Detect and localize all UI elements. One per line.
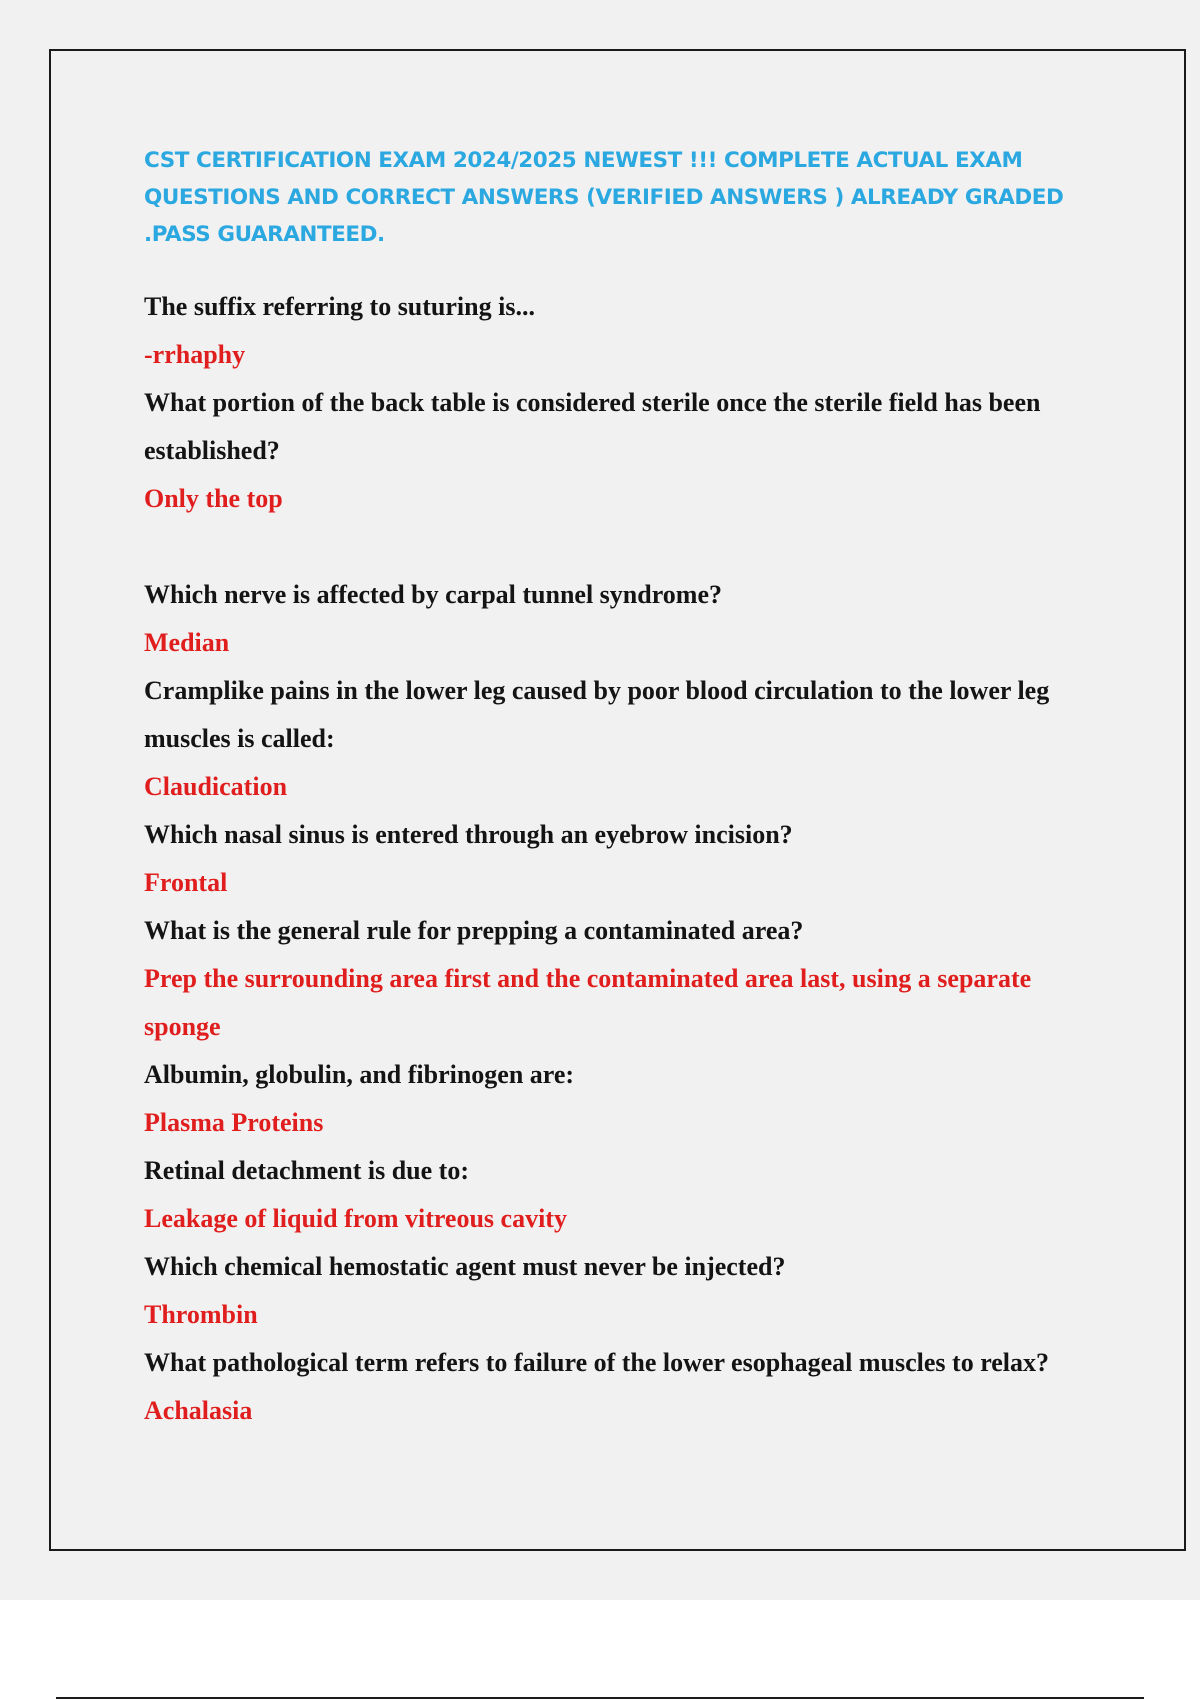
question-1: The suffix referring to suturing is... bbox=[144, 292, 535, 321]
question-4: Cramplike pains in the lower leg caused by poor blood circulation to the lower leg muscles is called: bbox=[144, 676, 1050, 753]
blank-line bbox=[144, 523, 1104, 571]
answer-9: Thrombin bbox=[144, 1300, 258, 1329]
answer-7: Plasma Proteins bbox=[144, 1108, 324, 1137]
answer-4: Claudication bbox=[144, 772, 288, 801]
footer-divider bbox=[56, 1697, 1144, 1699]
answer-3: Median bbox=[144, 628, 230, 657]
question-10: What pathological term refers to failure of the lower esophageal muscles to relax? bbox=[144, 1348, 1050, 1377]
question-answer-list bbox=[144, 283, 1104, 1435]
question-10-with-answer bbox=[144, 1339, 1104, 1435]
question-6: What is the general rule for prepping a contaminated area? bbox=[144, 916, 804, 945]
question-9: Which chemical hemostatic agent must never be injected? bbox=[144, 1252, 786, 1281]
answer-2: Only the top bbox=[144, 484, 283, 513]
question-2: What portion of the back table is considered sterile once the sterile field has been established? bbox=[144, 388, 1041, 465]
question-3: Which nerve is affected by carpal tunnel syndrome? bbox=[144, 580, 722, 609]
answer-8: Leakage of liquid from vitreous cavity bbox=[144, 1204, 567, 1233]
question-8: Retinal detachment is due to: bbox=[144, 1156, 469, 1185]
answer-10: Achalasia bbox=[144, 1396, 253, 1425]
answer-1: -rrhaphy bbox=[144, 340, 246, 369]
answer-6: Prep the surrounding area first and the contaminated area last, using a separate sponge bbox=[144, 964, 1032, 1041]
answer-5: Frontal bbox=[144, 868, 228, 897]
question-5: Which nasal sinus is entered through an eyebrow incision? bbox=[144, 820, 793, 849]
document-title: CST CERTIFICATION EXAM 2024/2025 NEWEST !!! COMPLETE ACTUAL EXAM QUESTIONS AND CORRECT ANSWERS (VERIFIED ANSWERS ) ALREADY GRADED .PASS GUARANTEED. bbox=[144, 148, 1064, 247]
question-7: Albumin, globulin, and fibrinogen are: bbox=[144, 1060, 575, 1089]
